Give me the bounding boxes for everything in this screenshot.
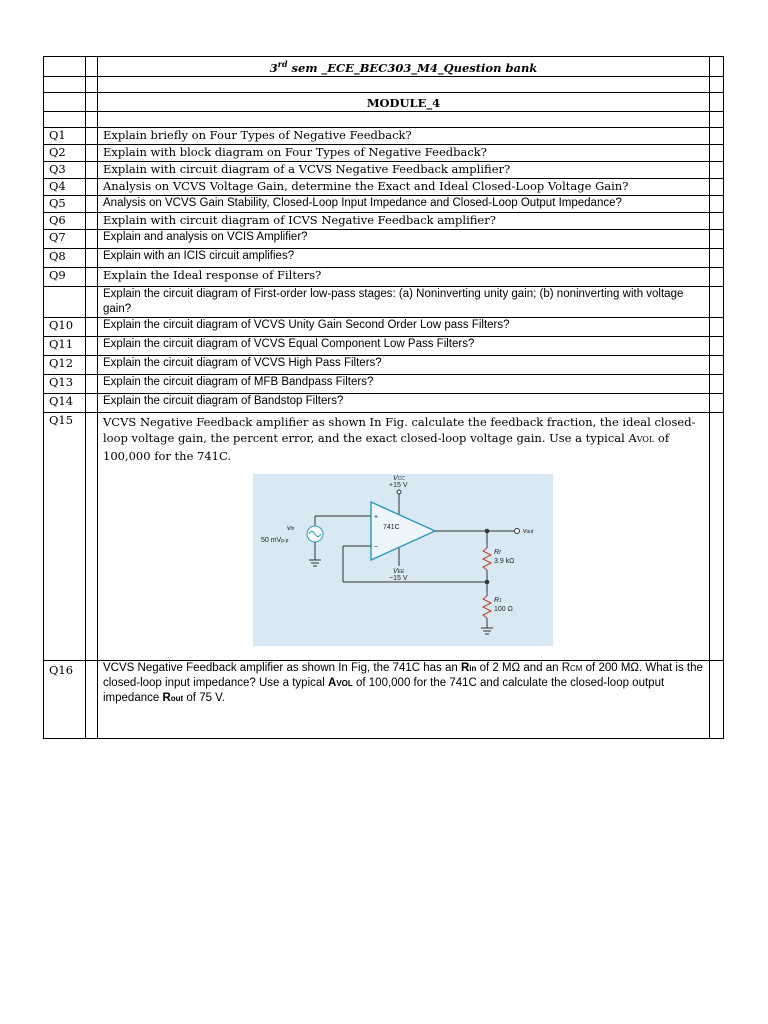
vee-label: VEE bbox=[393, 567, 405, 575]
plus-sign: + bbox=[374, 513, 379, 521]
rf-label: Rf bbox=[494, 548, 501, 556]
question-number: Q2 bbox=[44, 144, 86, 161]
question-number: Q1 bbox=[44, 127, 86, 144]
question-number: Q11 bbox=[44, 336, 86, 355]
question-number: Q15 bbox=[44, 412, 86, 660]
question-number: Q6 bbox=[44, 212, 86, 229]
title-row bbox=[44, 57, 724, 77]
circuit-figure bbox=[103, 464, 704, 660]
module-heading: MODULE_4 bbox=[98, 92, 710, 111]
question-row bbox=[44, 248, 724, 267]
blank-row bbox=[44, 111, 724, 127]
question-row bbox=[44, 267, 724, 286]
question-number bbox=[44, 286, 86, 317]
question-text: Analysis on VCVS Gain Stability, Closed-Loop Input Impedance and Closed-Loop Output Impedance? bbox=[98, 195, 710, 212]
question-text: Explain with block diagram on Four Types of Negative Feedback? bbox=[98, 144, 710, 161]
question-number: Q9 bbox=[44, 267, 86, 286]
question-text-q16: VCVS Negative Feedback amplifier as shown In Fig, the 741C has an Rin of 2 MΩ and an RCM of 200 MΩ. What is the closed-loop input impedance? Use a typical AVOL of 100,000 for the 741C and calculate the closed-loop output impedance Rout of 75 V. bbox=[98, 660, 710, 738]
question-number: Q10 bbox=[44, 317, 86, 336]
question-number: Q4 bbox=[44, 178, 86, 195]
question-row bbox=[44, 127, 724, 144]
minus-sign: − bbox=[374, 543, 379, 551]
question-text: Explain and analysis on VCIS Amplifier? bbox=[98, 229, 710, 248]
question-number: Q3 bbox=[44, 161, 86, 178]
vcc-value: +15 V bbox=[389, 481, 408, 489]
question-text: Explain the circuit diagram of First-order low-pass stages: (a) Noninverting unity gain; (b) noninverting with voltage gain? bbox=[98, 286, 710, 317]
question-number: Q14 bbox=[44, 393, 86, 412]
vin-value: 50 mVp-p bbox=[261, 536, 289, 544]
vout-label: vout bbox=[523, 527, 534, 535]
question-number: Q16 bbox=[44, 660, 86, 738]
question-text: Explain with an ICIS circuit amplifies? bbox=[98, 248, 710, 267]
vcvs-circuit-diagram bbox=[253, 474, 553, 646]
question-text: Explain briefly on Four Types of Negative Feedback? bbox=[98, 127, 710, 144]
blank-row bbox=[44, 76, 724, 92]
question-text: Explain the circuit diagram of VCVS Unity Gain Second Order Low pass Filters? bbox=[98, 317, 710, 336]
question-text: Explain the circuit diagram of VCVS Equal Component Low Pass Filters? bbox=[98, 336, 710, 355]
question-row bbox=[44, 355, 724, 374]
r1-label: R1 bbox=[494, 596, 502, 604]
question-number: Q5 bbox=[44, 195, 86, 212]
question-text-q15: VCVS Negative Feedback amplifier as shown In Fig. calculate the feedback fraction, the ideal closed-loop voltage gain, the percent error, and the exact closed-loop voltage gain. Use a typical AVOL of 100,000 for the 741C. + − 741C VCC +15 V VEE −15 V vin 50 mVp-p vout Rf 3.9 kΩ R1 100 Ω bbox=[98, 412, 710, 660]
question-number: Q8 bbox=[44, 248, 86, 267]
question-row-q16 bbox=[44, 660, 724, 738]
question-number: Q13 bbox=[44, 374, 86, 393]
question-row bbox=[44, 374, 724, 393]
vee-value: −15 V bbox=[389, 574, 408, 582]
question-text: Explain the Ideal response of Filters? bbox=[98, 267, 710, 286]
question-row bbox=[44, 144, 724, 161]
module-row bbox=[44, 92, 724, 111]
question-row bbox=[44, 229, 724, 248]
question-row bbox=[44, 317, 724, 336]
question-row bbox=[44, 286, 724, 317]
question-text: Explain the circuit diagram of Bandstop Filters? bbox=[98, 393, 710, 412]
question-row-q15 bbox=[44, 412, 724, 660]
question-number: Q7 bbox=[44, 229, 86, 248]
question-row bbox=[44, 178, 724, 195]
question-text: Explain the circuit diagram of VCVS High Pass Filters? bbox=[98, 355, 710, 374]
question-text: Explain with circuit diagram of a VCVS Negative Feedback amplifier? bbox=[98, 161, 710, 178]
question-text: Explain with circuit diagram of ICVS Negative Feedback amplifier? bbox=[98, 212, 710, 229]
rf-value: 3.9 kΩ bbox=[494, 557, 515, 565]
vcc-label: VCC bbox=[393, 474, 405, 482]
document-title: 3rd sem _ECE_BEC303_M4_Question bank bbox=[98, 57, 710, 77]
question-row bbox=[44, 393, 724, 412]
question-text: Analysis on VCVS Voltage Gain, determine the Exact and Ideal Closed-Loop Voltage Gain? bbox=[98, 178, 710, 195]
question-bank-table bbox=[43, 56, 724, 739]
question-number: Q12 bbox=[44, 355, 86, 374]
opamp-label: 741C bbox=[383, 523, 400, 531]
question-row bbox=[44, 161, 724, 178]
question-text: Explain the circuit diagram of MFB Bandpass Filters? bbox=[98, 374, 710, 393]
question-row bbox=[44, 212, 724, 229]
r1-value: 100 Ω bbox=[494, 605, 513, 613]
vin-label: vin bbox=[287, 524, 295, 532]
question-row bbox=[44, 336, 724, 355]
question-row bbox=[44, 195, 724, 212]
